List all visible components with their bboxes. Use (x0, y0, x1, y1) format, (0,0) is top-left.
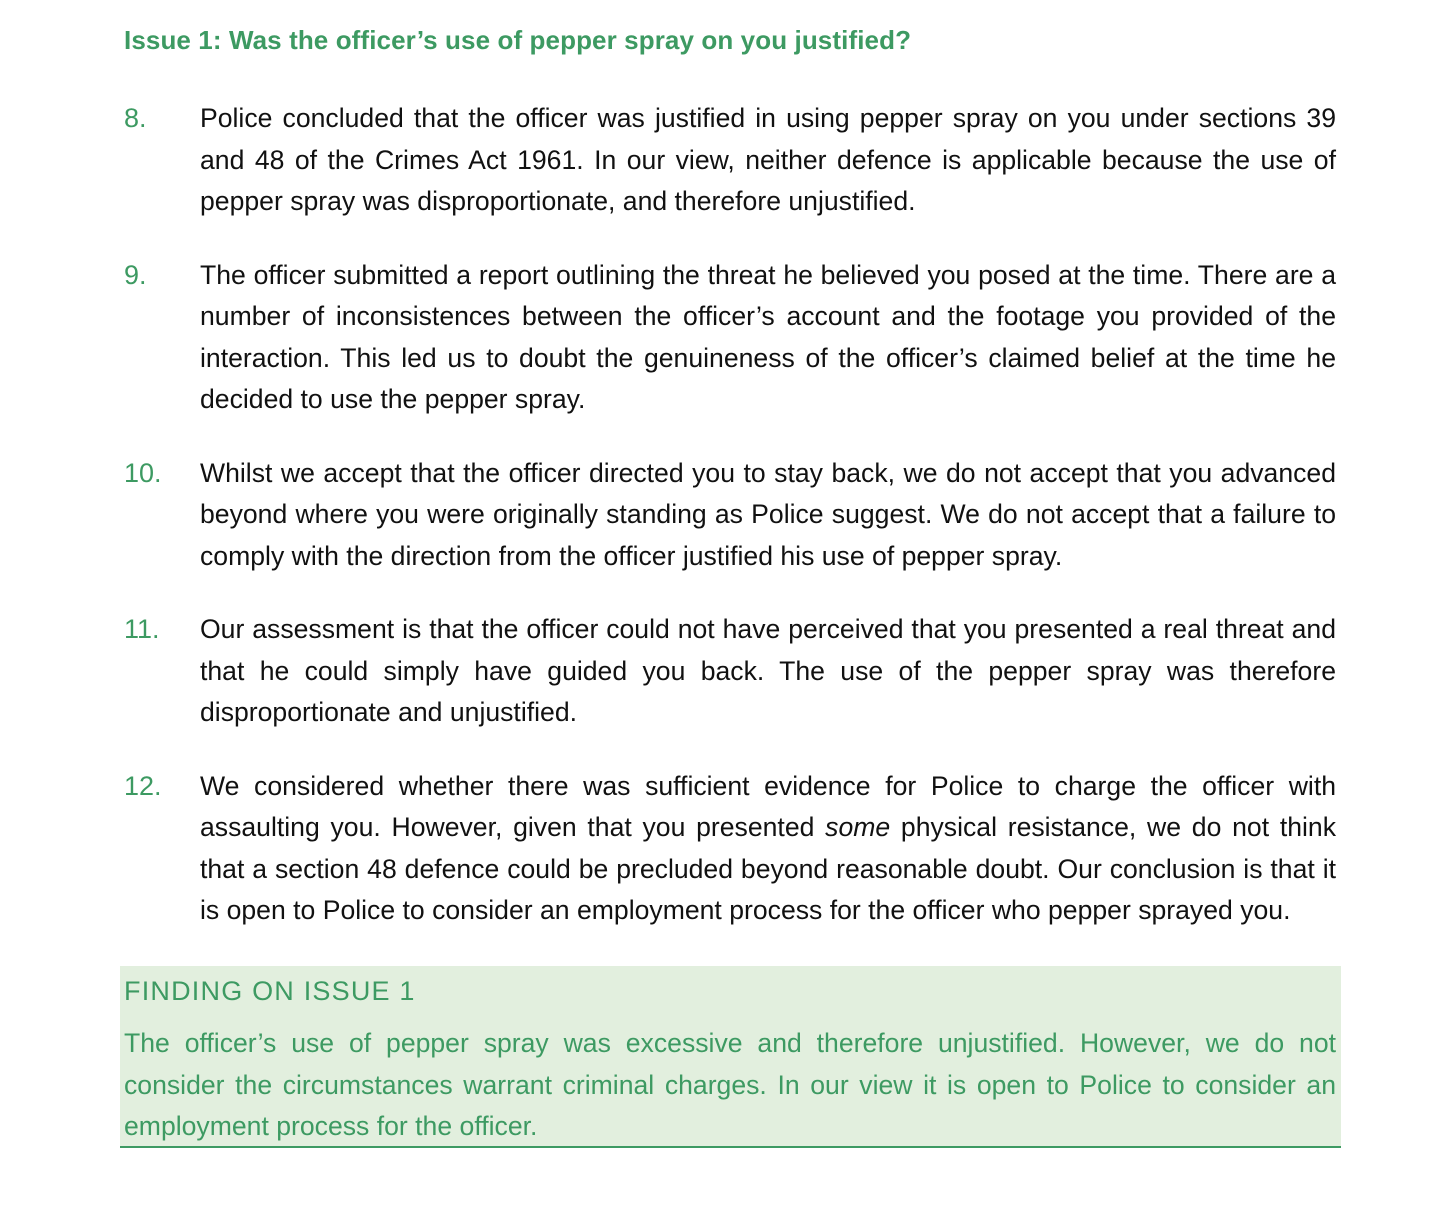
paragraph-text: Police concluded that the officer was justified in using pepper spray on you under sections 39 and 48 of the Crimes Act 1961. In our view, neither defence is applicable because the use of pepper spray was disproportionate, and therefore unjustified. (200, 103, 1336, 216)
paragraph-number: 9. (124, 259, 147, 290)
issue-heading: Issue 1: Was the officer’s use of pepper spray on you justified? (124, 25, 912, 55)
paragraph-list (124, 98, 1336, 964)
paragraph-number: 10. (124, 457, 162, 488)
emphasized-word: some (825, 812, 891, 842)
finding-box (120, 966, 1341, 1148)
paragraph-8 (124, 98, 1336, 223)
paragraph-text: Whilst we accept that the officer directed you to stay back, we do not accept that you advanced beyond where you were originally standing as Police suggest. We do not accept that a failure to comply with the direction from the officer justified his use of pepper spray. (200, 457, 1336, 571)
paragraph-12 (124, 766, 1336, 932)
paragraph-text-start: We considered whether there was sufficient evidence for Police to charge the officer with assaulting you. However, given that you presented (200, 770, 1336, 842)
paragraph-text (200, 766, 1336, 932)
paragraph-text-end: physical resistance, we do not think that a section 48 defence could be precluded beyond reasonable doubt. Our conclusion is that it is open to Police to consider an employment process for the officer who pepper sprayed you. (200, 812, 1336, 925)
paragraph-number: 12. (124, 770, 162, 801)
paragraph-number: 11. (124, 614, 160, 644)
paragraph-10 (124, 453, 1336, 578)
finding-text: The officer’s use of pepper spray was excessive and therefore unjustified. However, we do not consider the circumstances warrant criminal charges. In our view it is open to Police to consider an employment process for the officer. (124, 1028, 1336, 1141)
paragraph-9 (124, 255, 1336, 421)
paragraph-number: 8. (124, 103, 147, 133)
finding-title: FINDING ON ISSUE 1 (124, 976, 416, 1006)
paragraph-text: The officer submitted a report outlining the threat he believed you posed at the time. There are a number of inconsistences between the officer’s account and the footage you provided of the interaction. This led us to doubt the genuineness of the officer’s claimed belief at the time he decided to use the pepper spray. (200, 259, 1336, 414)
paragraph-text: Our assessment is that the officer could not have perceived that you presented a real threat and that he could simply have guided you back. The use of the pepper spray was therefore disproportionate and unjustified. (200, 614, 1336, 727)
paragraph-11 (124, 609, 1336, 734)
